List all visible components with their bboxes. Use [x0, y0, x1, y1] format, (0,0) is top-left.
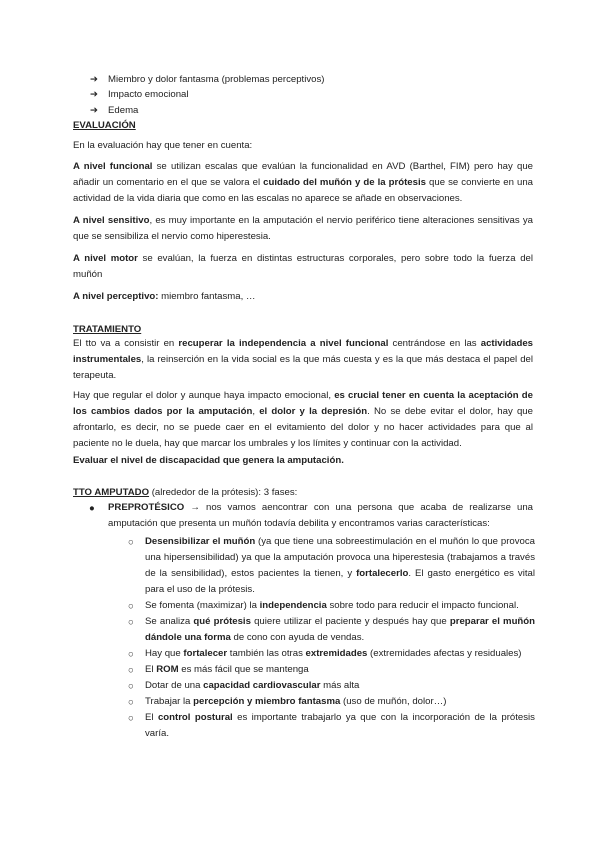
- bullet-dot-icon: ●: [89, 503, 95, 514]
- section-heading-tratamiento: TRATAMIENTO: [73, 324, 142, 335]
- paragraph-tratamiento-1: El tto va a consistir en recuperar la independencia a nivel funcional centrándose en las actividades instrumentales, la reinserción en la vida social es la que más cuesta y es la que más destaca el papel del terapeuta.: [73, 338, 533, 381]
- list-item: El control postural es importante trabajarlo ya que con la incorporación de la prótesis varía.: [145, 712, 535, 739]
- paragraph-sensitivo: A nivel sensitivo, es muy importante en la amputación el nervio periférico tiene alteraciones sensitivas ya que se sensibiliza el nervio como hiperestesia.: [73, 215, 534, 242]
- section-heading-tto-amputado: TTO AMPUTADO (alrededor de la prótesis): 3 fases:: [73, 487, 298, 498]
- paragraph-tratamiento-2: Hay que regular el dolor y aunque haya impacto emocional, es crucial tener en cuenta la aceptación de los cambios dados por la amputación, el dolor y la depresión. No se debe evitar el dolor, hay que afrontarlo, es decir, no se puede caer en el evitamiento del dolor y no hacer actividades para que al paciente no le duela, hay que marcar los umbrales y los límites y continuar con la actividad.: [73, 390, 533, 449]
- arrow-icon: ➔: [90, 74, 99, 85]
- circle-bullet-icon: ○: [128, 697, 134, 708]
- list-item: Se analiza qué prótesis quiere utilizar el paciente y después hay que preparar el muñón dándole una forma de cono con ayuda de vendas.: [145, 616, 536, 643]
- list-item: Dotar de una capacidad cardiovascular más alta: [145, 680, 360, 691]
- circle-bullet-icon: ○: [128, 649, 134, 660]
- evaluacion-intro: En la evaluación hay que tener en cuenta:: [73, 140, 253, 151]
- list-item: Se fomenta (maximizar) la independencia sobre todo para reducir el impacto funcional.: [145, 600, 519, 611]
- list-item: ➔ Miembro y dolor fantasma (problemas perceptivos): [90, 74, 325, 85]
- circle-bullet-icon: ○: [128, 713, 134, 724]
- paragraph-funcional: A nivel funcional se utilizan escalas que evalúan la funcionalidad en AVD (Barthel, FIM) pero hay que añadir un comentario en el que se valora el cuidado del muñón y de la prótesis que se convierte en una actividad de la vida diaria que como en las escalas no aparece se añade en observaciones.: [73, 161, 534, 204]
- paragraph-motor: A nivel motor se evalúan, la fuerza en distintas estructuras corporales, pero sobre todo la fuerza del muñón: [73, 253, 533, 280]
- list-item: Desensibilizar el muñón (ya que tiene una sobreestimulación en el muñón lo que provoca una hipersensibilidad) ya que la amputación provoca una hiperestesia (trabajamos a través de la sensibilidad), estos pacientes la tienen, y fortalecerlo. El gasto energético es vital para el uso de la prótesis.: [145, 536, 535, 595]
- list-item: Trabajar la percepción y miembro fantasma (uso de muñón, dolor…): [145, 696, 447, 707]
- circle-bullet-icon: ○: [128, 681, 134, 692]
- arrow-icon: ➔: [90, 105, 99, 116]
- circle-bullet-icon: ○: [128, 601, 134, 612]
- list-item: ➔ Edema: [90, 105, 139, 116]
- paragraph-tratamiento-3: Evaluar el nivel de discapacidad que genera la amputación.: [73, 455, 344, 466]
- paragraph-perceptivo: A nivel perceptivo: miembro fantasma, …: [73, 291, 256, 302]
- list-item-preprotesico: PREPROTÉSICO → nos vamos aencontrar con una persona que acaba de realizarse una amputación que presenta un muñón todavía debilita y encontramos varias características:: [108, 502, 533, 529]
- circle-bullet-icon: ○: [128, 665, 134, 676]
- list-item: ➔ Impacto emocional: [90, 89, 189, 100]
- list-item: Hay que fortalecer también las otras extremidades (extremidades afectas y residuales): [145, 648, 522, 659]
- list-item: El ROM es más fácil que se mantenga: [145, 664, 309, 675]
- circle-bullet-icon: ○: [128, 617, 134, 628]
- circle-bullet-icon: ○: [128, 537, 134, 548]
- arrow-icon: ➔: [90, 89, 99, 100]
- section-heading-evaluacion: EVALUACIÓN: [73, 120, 136, 131]
